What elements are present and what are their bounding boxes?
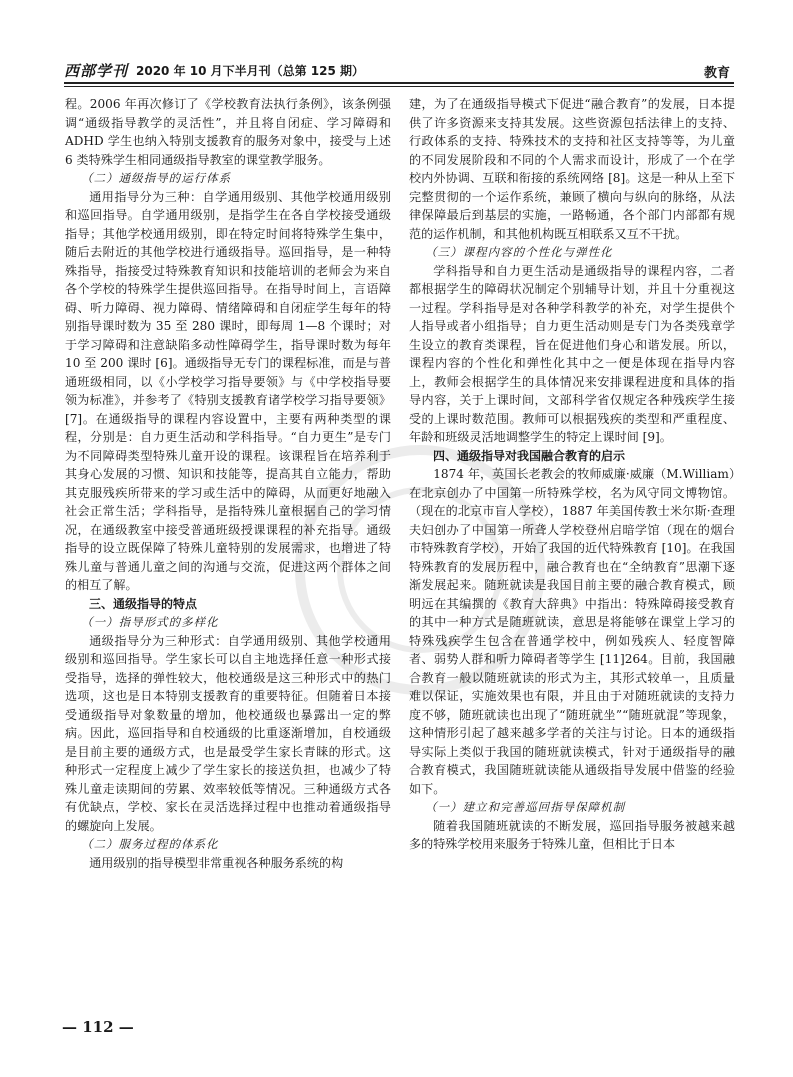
issue-info: 2020 年 10 月下半月刊（总第 125 期） xyxy=(136,64,365,78)
subsection-heading: （二）服务过程的体系化 xyxy=(81,837,219,851)
body-paragraph: 通级指导分为三种形式：自学通用级别、其他学校通用级别和巡回指导。学生家长可以自主地选择任意一种形式接受指导，选择的弹性较大，他校通级是这三种形式中的热门选项，这也是日本特别支援教育的重要特征。但随着日本接受通级指导对象数量的增加，他校通级也暴露出一定的弊病。因此，巡回指导和自校通级的比重逐渐增加，自校通级是目前主要的通级方式，也是最受学生家长青睐的形式。这种形式一定程度上减少了学生家长的接送负担，也减少了特殊儿童走读期间的劳累、效率较低等情况。三种通级方式各有优缺点，学校、家长在灵活选择过程中也推动着通级指导的螺旋向上发展。 xyxy=(65,633,391,833)
page-number: — 112 — xyxy=(62,1018,134,1036)
body-paragraph: 1874 年，英国长老教会的牧师威廉·威廉（M.William）在北京创办了中国第一所特殊学校，名为风守同文博物馆。（现在的北京市盲人学校），1887 年美国传教士米尔斯·查理夫妇创办了中国第一所聋人学校登州启暗学馆（现在的烟台市特殊教育学校），开始了我国的近代特殊教育 [10]。在我国特殊教育的发展历程中，融合教育也在“全纳教育”思潮下逐渐发展起来。随班就读是我国目前主要的融合教育模式，顾明远在其编撰的《教育大辞典》中指出：特殊障碍接受教育的其中一种方式是随班就读，意思是将能够在课堂上学习的特殊残疾学生包含在普通学校中，例如残疾人、轻度智障者、弱势人群和听力障碍者等学生 [11]264。目前，我国融合教育一般以随班就读的形式为主，其形式较单一，且质量难以保证，实施效果也有限，并且由于对随班就读的支持力度不够，随班就读也出现了“随班就坐”“随班就混”等现象，这种情形引起了越来越多学者的关注与讨论。日本的通级指导实际上类似于我国的随班就读模式，针对于通级指导的融合教育模式，我国随班就读能从通级指导发展中借鉴的经验如下。 xyxy=(409,467,735,796)
header-rule-thick xyxy=(64,82,734,84)
subsection-heading: （一）建立和完善巡回指导保障机制 xyxy=(425,800,626,814)
subsection-heading: （二）通级指导的运行体系 xyxy=(81,171,232,185)
right-column xyxy=(409,95,735,854)
left-column xyxy=(65,95,391,872)
body-paragraph: 通用级别的指导模型非常重视各种服务系统的构 xyxy=(89,855,344,870)
body-paragraph: 建，为了在通级指导模式下促进“融合教育”的发展，日本提供了许多资源来支持其发展。这些资源包括法律上的支持、行政体系的支持、特殊技术的支持和社区支持等等，为儿童的不同发展阶段和不同的个人需求而设计，形成了一个在学校内外协调、互联和衔接的系统网络 [8]。这是一种从上至下完整贯彻的一个运作系统，兼顾了横向与纵向的脉络，从法律保障最后到基层的实施，一路畅通，各个部门内部都有规范的运作机制，和其他机构既互相联系又互不干扰。 xyxy=(409,97,735,241)
subsection-heading: （一）指导形式的多样化 xyxy=(81,615,219,629)
body-paragraph: 通用指导分为三种：自学通用级别、其他学校通用级别和巡回指导。自学通用级别，是指学生在各自学校接受通级指导；其他学校通用级别，即在特定时间将特殊学生集中，随后去附近的其他学校进行通级指导。巡回指导，是一种特殊指导，指接受过特殊教育知识和技能培训的老师会为来自各个学校的特殊学生提供巡回指导。在指导时间上，言语障碍、听力障碍、视力障碍、情绪障碍和自闭症学生每年的特别指导课时数为 35 至 280 课时，即每周 1—8 个课时；对于学习障碍和注意缺陷多动性障碍学生，指导课时数为每年 10 至 200 课时 [6]。通级指导无专门的课程标准，而是与普通班级相同，以《小学校学习指导要领》与《中学校指导要领为标准》，并参考了《特别支援教育诸学校学习指导要领》[7]。在通级指导的课程内容设置中，主要有两种类型的课程，分别是：自力更生活动和学科指导。“自力更生”是专门为不同障碍类型特殊儿童开设的课程。该课程旨在培养利于其身心发展的习惯、知识和技能等，提高其自立能力，帮助其克服残疾所带来的学习或生活中的障碍，从而更好地融入社会正常生活；学科指导，是指特殊儿童根据自己的学习情况，在通级教室中接受普通班级授课课程的补充指导。通级指导的设立既保障了特殊儿童特别的发展需求，也增进了特殊儿童与普通儿童之间的沟通与交流，促进这两个群体之间的相互了解。 xyxy=(65,189,391,592)
journal-logo: 西部学刊 xyxy=(64,62,129,80)
body-paragraph: 学科指导和自力更生活动是通级指导的课程内容，二者都根据学生的障碍状况制定个别辅导计划，并且十分重视这一过程。学科指导是对各种学科教学的补充，对学生提供个人指导或者小组指导；自力更生活动则是专门为各类残章学生设立的教育类课程，旨在促进他们身心和谐发展。所以，课程内容的个性化和弹性化其中之一便是体现在指导内容上，教师会根据学生的具体情况来安排课程进度和具体的指导内容，关于上课时间，文部科学省仅规定各种残疾学生接受的上课时数范围。教师可以根据残疾的类型和严重程度、年龄和班级灵活地调整学生的特定上课时间 [9]。 xyxy=(409,263,735,444)
subsection-heading: （三）课程内容的个性化与弹性化 xyxy=(425,245,613,259)
body-paragraph: 程。2006 年再次修订了《学校教育法执行条例》，该条例强调“通级指导教学的灵活性”，并且将自闭症、学习障碍和 ADHD 学生也纳入特别支援教育的服务对象中，接受与上述 6 类特殊学生相同通级指导教室的课堂教学服务。 xyxy=(65,97,391,167)
section-heading: 四、通级指导对我国融合教育的启示 xyxy=(433,448,626,463)
section-heading: 三、通级指导的特点 xyxy=(89,596,198,611)
header-rule-thin xyxy=(64,86,734,87)
body-paragraph: 随着我国随班就读的不断发展，巡回指导服务被越来越多的特殊学校用来服务于特殊儿童，但相比于日本 xyxy=(409,818,735,851)
section-label: 教育 xyxy=(703,66,730,81)
page-header xyxy=(64,60,734,80)
